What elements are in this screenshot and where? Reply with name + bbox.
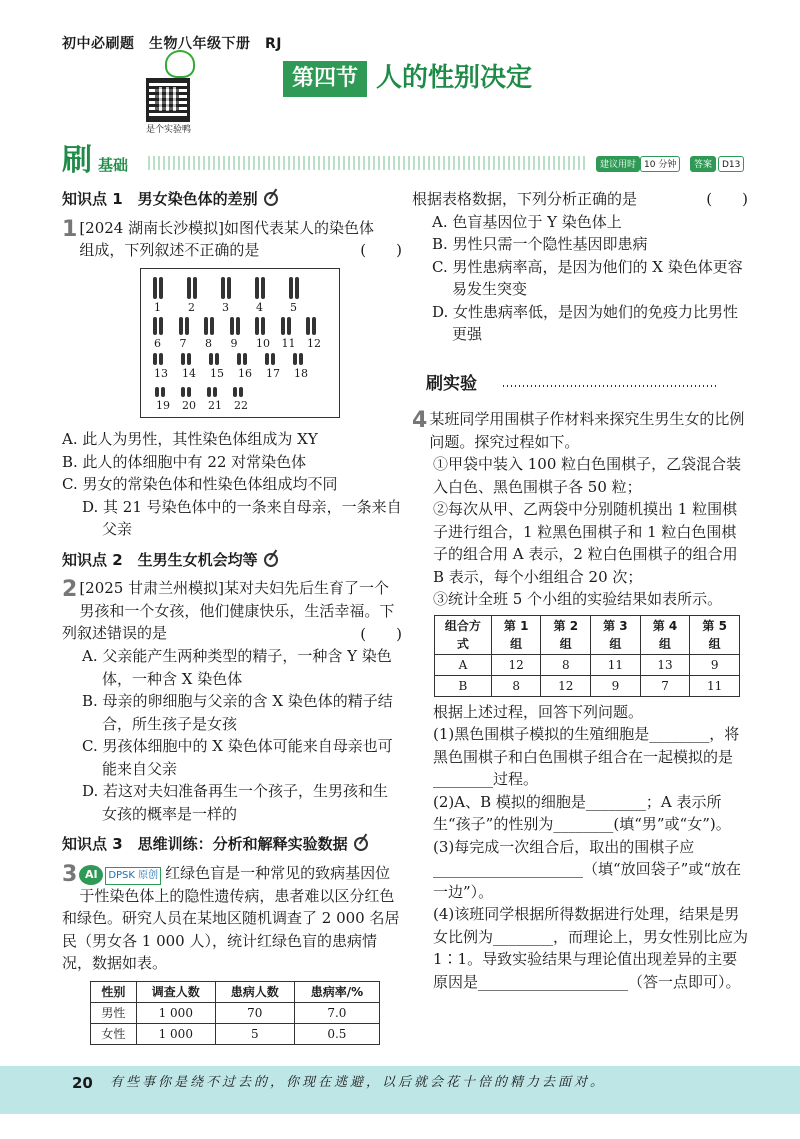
- chromosome-label: 2: [188, 301, 195, 314]
- table-row: 男性 1 000 70 7.0: [91, 1002, 380, 1023]
- answer-paren: ( ): [706, 190, 748, 208]
- chromosome-label: 7: [179, 337, 187, 350]
- chromosome-label: 16: [238, 367, 252, 380]
- chromosome: [293, 353, 297, 365]
- knowledge-point-3: 知识点 3 思维训练：分析和解释实验数据: [62, 833, 402, 856]
- option-d[interactable]: D. 女性患病率低，是因为她们的免疫力比男性更强: [432, 302, 739, 343]
- option-a[interactable]: A. 父亲能产生两种类型的精子，一种含 Y 染色体，一种含 X 染色体: [82, 647, 392, 688]
- chromosome: [207, 387, 211, 397]
- qr-caption: 是个实验鸭: [146, 125, 192, 135]
- chromosome: [153, 317, 157, 335]
- chromosome: [243, 353, 247, 365]
- chromosome: [239, 387, 243, 397]
- chromosome: [215, 353, 219, 365]
- chromosome: [221, 277, 225, 299]
- page-number: 20: [72, 1074, 93, 1092]
- chromosome: [155, 387, 159, 397]
- section-title: 人的性别决定: [370, 58, 538, 98]
- chromosome-label: 9: [230, 337, 238, 350]
- time-label: 建议用时: [596, 156, 640, 172]
- answer-paren: ( ): [360, 624, 402, 643]
- chromosome: [287, 317, 291, 335]
- chromosome: [227, 277, 231, 299]
- knowledge-point-2: 知识点 2 生男生女机会均等: [62, 549, 402, 572]
- question-number: 2: [62, 577, 78, 602]
- chromosome: [236, 317, 240, 335]
- question-4: 4 某班同学用围棋子作材料来探究生男生女的比例问题。探究过程如下。 ①甲袋中装入 100 粒白色围棋子，乙袋混合装入白色、黑色围棋子各 50 粒； ②每次从甲、乙两袋中分别随机摸出 1 粒围棋子进行组合，1 粒黑色围棋子和 1 粒白色围棋子的组合用 A 表示，2 粒白色围棋子的组合用 B 表示，每个小组组合 20 次； ③统计全班 5 个小组的实验结果如表所示。 组合方式 第 1 组 第 2 组 第 3 组 第 4 组 第 5 组 A 12 8 11 13 9 B 8 12 9 7 11 根据上述过程，回答下列问题。 (1)黑色围棋子模拟的生殖细胞是________，将黑色围棋子和白色围棋子组合在一起模拟的是________过程。 (2)A、B 模拟的细胞是________；A 表示所生“孩子”的性别为________(填“男”或“女”)。 (3)每完成一次组合后，取出的围棋子应____________________（填“放回袋子”或“放在一边”）。 (4)该班同学根据所得数据进行处理，结果是男女比例为________，而理论上，男女性别比应为 1∶1。导致实验结果与理论值出现差异的主要原因是____________________（答一点即可）。: [412, 408, 748, 993]
- chromosome-label: 13: [154, 367, 168, 380]
- chromosome: [187, 277, 191, 299]
- chromosome-label: 14: [182, 367, 196, 380]
- chromosome: [289, 277, 293, 299]
- option-b[interactable]: B. 此人的体细胞中有 22 对常染色体: [62, 452, 307, 471]
- chromosome: [153, 353, 157, 365]
- option-c[interactable]: C. 男孩体细胞中的 X 染色体可能来自母亲也可能来自父亲: [82, 737, 393, 778]
- chromosome: [237, 353, 241, 365]
- chromosome: [255, 277, 259, 299]
- chromosome: [209, 353, 213, 365]
- pen-check-icon: [264, 553, 278, 567]
- answer-label: 答案: [690, 156, 716, 172]
- option-d[interactable]: D. 若这对夫妇准备再生一个孩子，生男孩和生女孩的概率是一样的: [82, 782, 389, 823]
- brush-logo: 刷: [62, 143, 92, 178]
- chromosome: [159, 277, 163, 299]
- chromosome: [271, 353, 275, 365]
- chromosome: [210, 317, 214, 335]
- chromosome: [299, 353, 303, 365]
- pen-check-icon: [264, 192, 278, 206]
- chromosome-label: 21: [208, 399, 222, 412]
- survey-table: 性别 调查人数 患病人数 患病率/% 男性 1 000 70 7.0 女性 1 000 5 0.5: [90, 981, 380, 1045]
- knowledge-point-1: 知识点 1 男女染色体的差别: [62, 188, 402, 211]
- chromosome-label: 3: [222, 301, 229, 314]
- chromosome: [161, 387, 165, 397]
- chromosome-label: 5: [290, 301, 297, 314]
- pen-check-icon: [354, 837, 368, 851]
- lab-dotted-line: [503, 385, 718, 387]
- chromosome: [185, 317, 189, 335]
- chromosome-label: 22: [234, 399, 248, 412]
- chromosome: [159, 353, 163, 365]
- lab-section-title: 刷实验: [426, 374, 477, 394]
- question-number: 4: [412, 408, 428, 433]
- chromosome-label: 19: [156, 399, 170, 412]
- option-a[interactable]: A. 色盲基因位于 Y 染色体上: [432, 212, 622, 231]
- chromosome: [312, 317, 316, 335]
- question-number: 3: [62, 861, 78, 887]
- chromosome-label: 18: [294, 367, 308, 380]
- chromosome: [295, 277, 299, 299]
- sub-question-1: (1)黑色围棋子模拟的生殖细胞是________，将黑色围棋子和白色围棋子组合在一起模拟的是________过程。: [433, 725, 740, 788]
- table-row: A 12 8 11 13 9: [435, 654, 740, 675]
- question-2: 2 [2025 甘肃兰州模拟]某对夫妇先后生育了一个男孩和一个女孩，他们健康快乐，生活幸福。下列叙述错误的是 ( ) A. 父亲能产生两种类型的精子，一种含 Y 染色体，一种含 X 染色体 B. 母亲的卵细胞与父亲的含 X 染色体的精子结合，所生孩子是女孩 C. 男孩体细胞中的 X 染色体可能来自母亲也可能来自父亲 D. 若这对夫妇准备再生一个孩子，生男孩和生女孩的概率是一样的: [62, 577, 402, 825]
- table-row: B 8 12 9 7 11: [435, 675, 740, 696]
- chromosome: [281, 317, 285, 335]
- chromosome-label: 15: [210, 367, 224, 380]
- chromosome-label: 20: [182, 399, 196, 412]
- chromosome: [306, 317, 310, 335]
- duck-mascot-icon: [165, 50, 195, 78]
- chromosome: [181, 353, 185, 365]
- chromosome: [193, 277, 197, 299]
- option-b[interactable]: B. 母亲的卵细胞与父亲的含 X 染色体的精子结合，所生孩子是女孩: [82, 692, 393, 733]
- option-b[interactable]: B. 男性只需一个隐性基因即患病: [432, 235, 648, 253]
- option-d[interactable]: D. 其 21 号染色体中的一条来自母亲，一条来自父亲: [82, 497, 402, 538]
- ai-badge-icon: AI: [79, 865, 103, 885]
- chromosome-label: 10: [256, 337, 270, 350]
- chromosome: [187, 353, 191, 365]
- answer-value: D13: [718, 156, 744, 172]
- option-c[interactable]: C. 男女的常染色体和性染色体组成均不同: [62, 475, 338, 493]
- question-number: 1: [62, 216, 78, 242]
- chromosome: [255, 317, 259, 335]
- left-column: [62, 188, 402, 262]
- q1-options: [62, 428, 402, 1045]
- footer-motto: 有些事你是绕不过去的，你现在逃避，以后就会花十倍的精力去面对。: [110, 1075, 607, 1090]
- chromosome-label: 4: [256, 301, 263, 314]
- qr-code[interactable]: [146, 78, 190, 122]
- chromosome-label: 17: [266, 367, 280, 380]
- chromosome: [153, 277, 157, 299]
- band-stripes: [148, 156, 588, 170]
- sub-question-2: (2)A、B 模拟的细胞是________；A 表示所生“孩子”的性别为________(填“男”或“女”)。: [433, 792, 731, 833]
- dpsk-badge: DPSK 原创: [105, 867, 161, 885]
- chromosome-label: 8: [205, 337, 212, 350]
- chromosome: [213, 387, 217, 397]
- series-title: 初中必刷题 生物八年级下册 RJ: [62, 36, 282, 52]
- right-column: 根据表格数据，下列分析正确的是 ( ) A. 色盲基因位于 Y 染色体上 B. 男性只需一个隐性基因即患病 C. 男性患病率高，是因为他们的 X 染色体更容易发生突变 D. 女性患病率低，是因为她们的免疫力比男性更强: [412, 188, 748, 346]
- experiment-table: 组合方式 第 1 组 第 2 组 第 3 组 第 4 组 第 5 组 A 12 8 11 13 9 B 8 12 9 7 11: [434, 615, 740, 697]
- option-a[interactable]: A. 此人为男性，其性染色体组成为 XY: [62, 430, 318, 448]
- chromosome-label: 1: [154, 301, 161, 314]
- chromosome: [181, 387, 185, 397]
- question-1: 1 [2024 湖南长沙模拟]如图代表某人的染色体 组成，下列叙述不正确的是 ( ): [62, 217, 402, 262]
- question-3: 3 AI DPSK 原创 红绿色盲是一种常见的致病基因位于性染色体上的隐性遗传病，患者难以区分红色和绿色。研究人员在某地区随机调查了 2 000 名居民（男女各 1 000 人），统计红绿色盲的患病情况，数据如表。 性别 调查人数 患病人数 患病率/% 男性 1 000 70 7.0 女性 1 000 5 0.5: [62, 862, 402, 1045]
- chromosome-label: 12: [307, 337, 321, 350]
- band-basic-label: 基础: [98, 156, 129, 174]
- sub-question-4: (4)该班同学根据所得数据进行处理，结果是男女比例为________，而理论上，男女性别比应为 1∶1。导致实验结果与理论值出现差异的主要原因是____________________（答一点即可）。: [433, 905, 749, 991]
- chromosome: [159, 317, 163, 335]
- chromosome: [261, 317, 265, 335]
- chromosome: [204, 317, 208, 335]
- time-value: 10 分钟: [640, 156, 680, 172]
- chromosome: [265, 353, 269, 365]
- sub-question-3: (3)每完成一次组合后，取出的围棋子应____________________（填“放回袋子”或“放在一边”）。: [433, 837, 742, 901]
- chromosome-label: 11: [281, 337, 296, 350]
- karyotype-figure: [140, 268, 340, 418]
- answer-paren: ( ): [360, 241, 402, 259]
- chromosome-label: 6: [154, 337, 161, 350]
- chromosome: [233, 387, 237, 397]
- option-c[interactable]: C. 男性患病率高，是因为他们的 X 染色体更容易发生突变: [432, 257, 743, 298]
- chromosome: [230, 317, 234, 335]
- table-row: 女性 1 000 5 0.5: [91, 1023, 380, 1044]
- chromosome: [187, 387, 191, 397]
- chromosome: [261, 277, 265, 299]
- chromosome: [179, 317, 183, 335]
- section-number: 第四节: [283, 61, 367, 97]
